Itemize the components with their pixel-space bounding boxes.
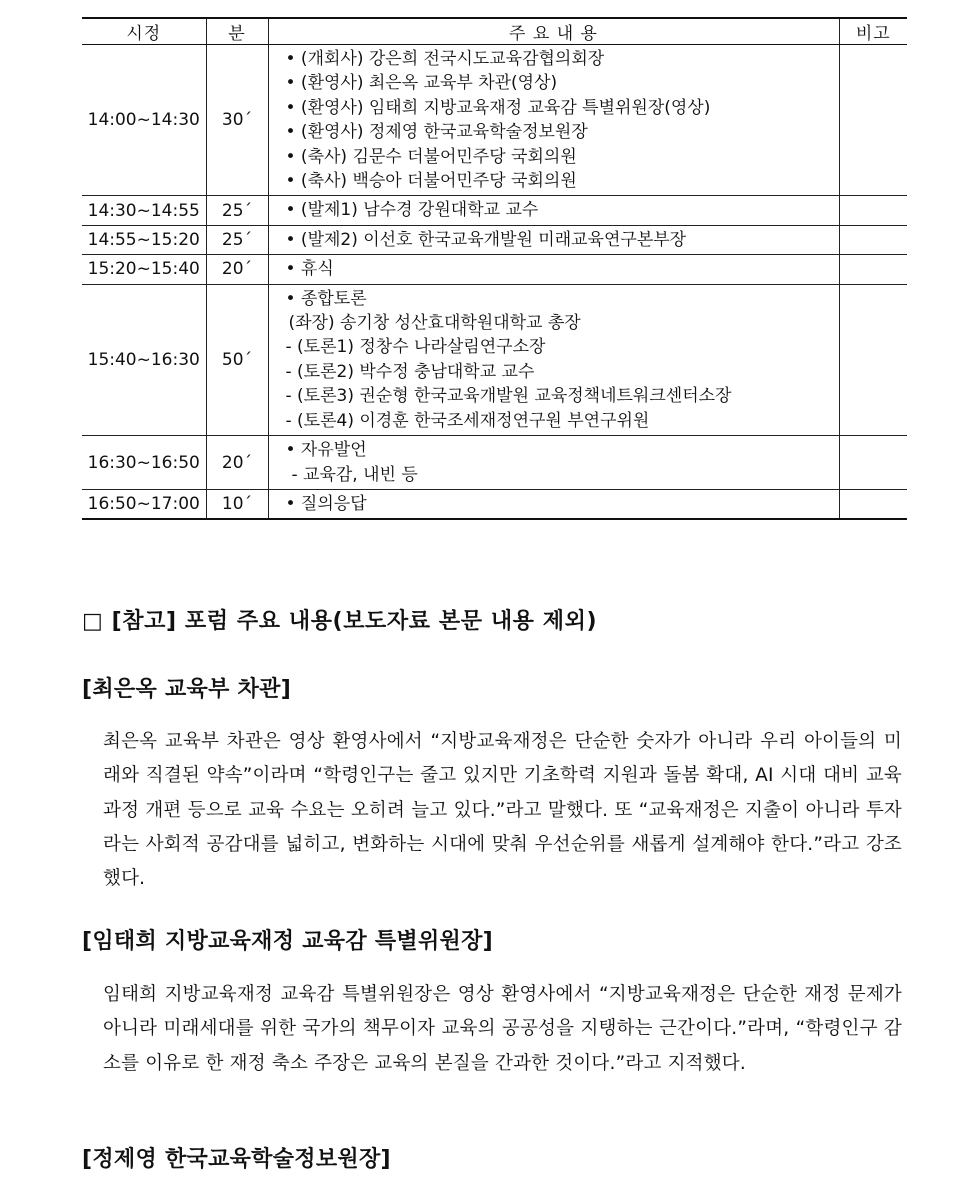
content-line: - 교육감, 내빈 등: [291, 464, 418, 485]
row-note: [839, 255, 907, 284]
section-title: □ [참고] 포럼 주요 내용(보도자료 본문 내용 제외): [82, 609, 598, 634]
speaker-heading: [정제영 한국교육학술정보원장]: [82, 1147, 391, 1172]
row-content: [268, 284, 839, 435]
content-line: • 휴식: [285, 259, 334, 280]
row-content: [268, 225, 839, 254]
row-content: [268, 196, 839, 225]
header-time: 시정: [82, 18, 206, 45]
row-content: [268, 489, 839, 519]
table-row: [82, 196, 907, 225]
content-line: • (개회사) 강은희 전국시도교육감협의회장: [285, 49, 605, 69]
speaker-paragraph: 최은옥 교육부 차관은 영상 환영사에서 “지방교육재정은 단순한 숫자가 아니라 우리 아이들의 미래와 직결된 약속”이라며 “학령인구는 줄고 있지만 기초학력 지원과 돌봄 확대, AI 시대 대비 교육과정 개편 등으로 교육 수요는 오히려 늘고 있다.”라고 말했다. 또 “교육재정은 지출이 아니라 투자라는 사회적 공감대를 넓히고, 변화하는 시대에 맞춰 우선순위를 새롭게 설계해야 한다.”라고 강조했다.: [103, 731, 902, 890]
content-line: - (토론1) 정창수 나라살림연구소장: [285, 337, 546, 358]
content-line: - (토론3) 권순형 한국교육개발원 교육정책네트워크센터소장: [285, 386, 732, 407]
row-note: [839, 45, 907, 196]
header-note: 비고: [839, 18, 907, 45]
header-minutes: 분: [206, 18, 268, 45]
row-minutes: 25´: [206, 225, 268, 254]
row-note: [839, 284, 907, 435]
table-row: [82, 225, 907, 254]
table-row: [82, 255, 907, 284]
row-note: [839, 225, 907, 254]
table-row: [82, 489, 907, 519]
row-note: [839, 489, 907, 519]
table-header-row: [82, 18, 907, 45]
content-line: • (발제2) 이선호 한국교육개발원 미래교육연구본부장: [285, 229, 687, 250]
schedule-table: [82, 17, 907, 520]
content-line: • (환영사) 정제영 한국교육학술정보원장: [285, 122, 588, 143]
row-time: 14:55~15:20: [82, 225, 206, 254]
content-line: • 자유발언: [285, 440, 367, 461]
row-content: [268, 45, 839, 196]
speaker-paragraph: 임태희 지방교육재정 교육감 특별위원장은 영상 환영사에서 “지방교육재정은 단순한 재정 문제가 아니라 미래세대를 위한 국가의 책무이자 교육의 공공성을 지탱하는 근간이다.”라며, “학령인구 감소를 이유로 한 재정 축소 주장은 교육의 본질을 간과한 것이다.”라고 지적했다.: [103, 984, 902, 1074]
content-line: - (토론2) 박수정 충남대학교 교수: [285, 361, 535, 382]
row-content: [268, 255, 839, 284]
table-row: [82, 45, 907, 196]
row-minutes: 30´: [206, 45, 268, 196]
row-time: 16:30~16:50: [82, 436, 206, 490]
row-time: 15:40~16:30: [82, 284, 206, 435]
content-line: • (축사) 백승아 더불어민주당 국회의원: [285, 171, 577, 192]
speaker-heading: [최은옥 교육부 차관]: [82, 677, 292, 702]
speaker-heading: [임태희 지방교육재정 교육감 특별위원장]: [82, 929, 493, 954]
row-note: [839, 196, 907, 225]
content-line: • (환영사) 최은옥 교육부 차관(영상): [285, 73, 558, 94]
content-line: • (환영사) 임태희 지방교육재정 교육감 특별위원장(영상): [285, 97, 711, 118]
row-content: [268, 436, 839, 490]
content-line: (좌장) 송기창 성산효대학원대학교 총장: [288, 313, 581, 334]
content-line: - (토론4) 이경훈 한국조세재정연구원 부연구위원: [285, 410, 650, 431]
table-row: [82, 436, 907, 490]
row-time: 16:50~17:00: [82, 489, 206, 519]
row-minutes: 10´: [206, 489, 268, 519]
row-time: 15:20~15:40: [82, 255, 206, 284]
row-minutes: 20´: [206, 436, 268, 490]
row-time: 14:30~14:55: [82, 196, 206, 225]
content-line: • (축사) 김문수 더불어민주당 국회의원: [285, 146, 577, 167]
table-row: [82, 284, 907, 435]
row-minutes: 20´: [206, 255, 268, 284]
content-line: • (발제1) 남수경 강원대학교 교수: [285, 200, 539, 221]
row-minutes: 25´: [206, 196, 268, 225]
row-minutes: 50´: [206, 284, 268, 435]
content-line: • 질의응답: [285, 493, 367, 514]
header-content: 주 요 내 용: [268, 18, 839, 45]
row-note: [839, 436, 907, 490]
schedule-table-container: [82, 17, 907, 520]
content-line: • 종합토론: [285, 288, 367, 309]
row-time: 14:00~14:30: [82, 45, 206, 196]
